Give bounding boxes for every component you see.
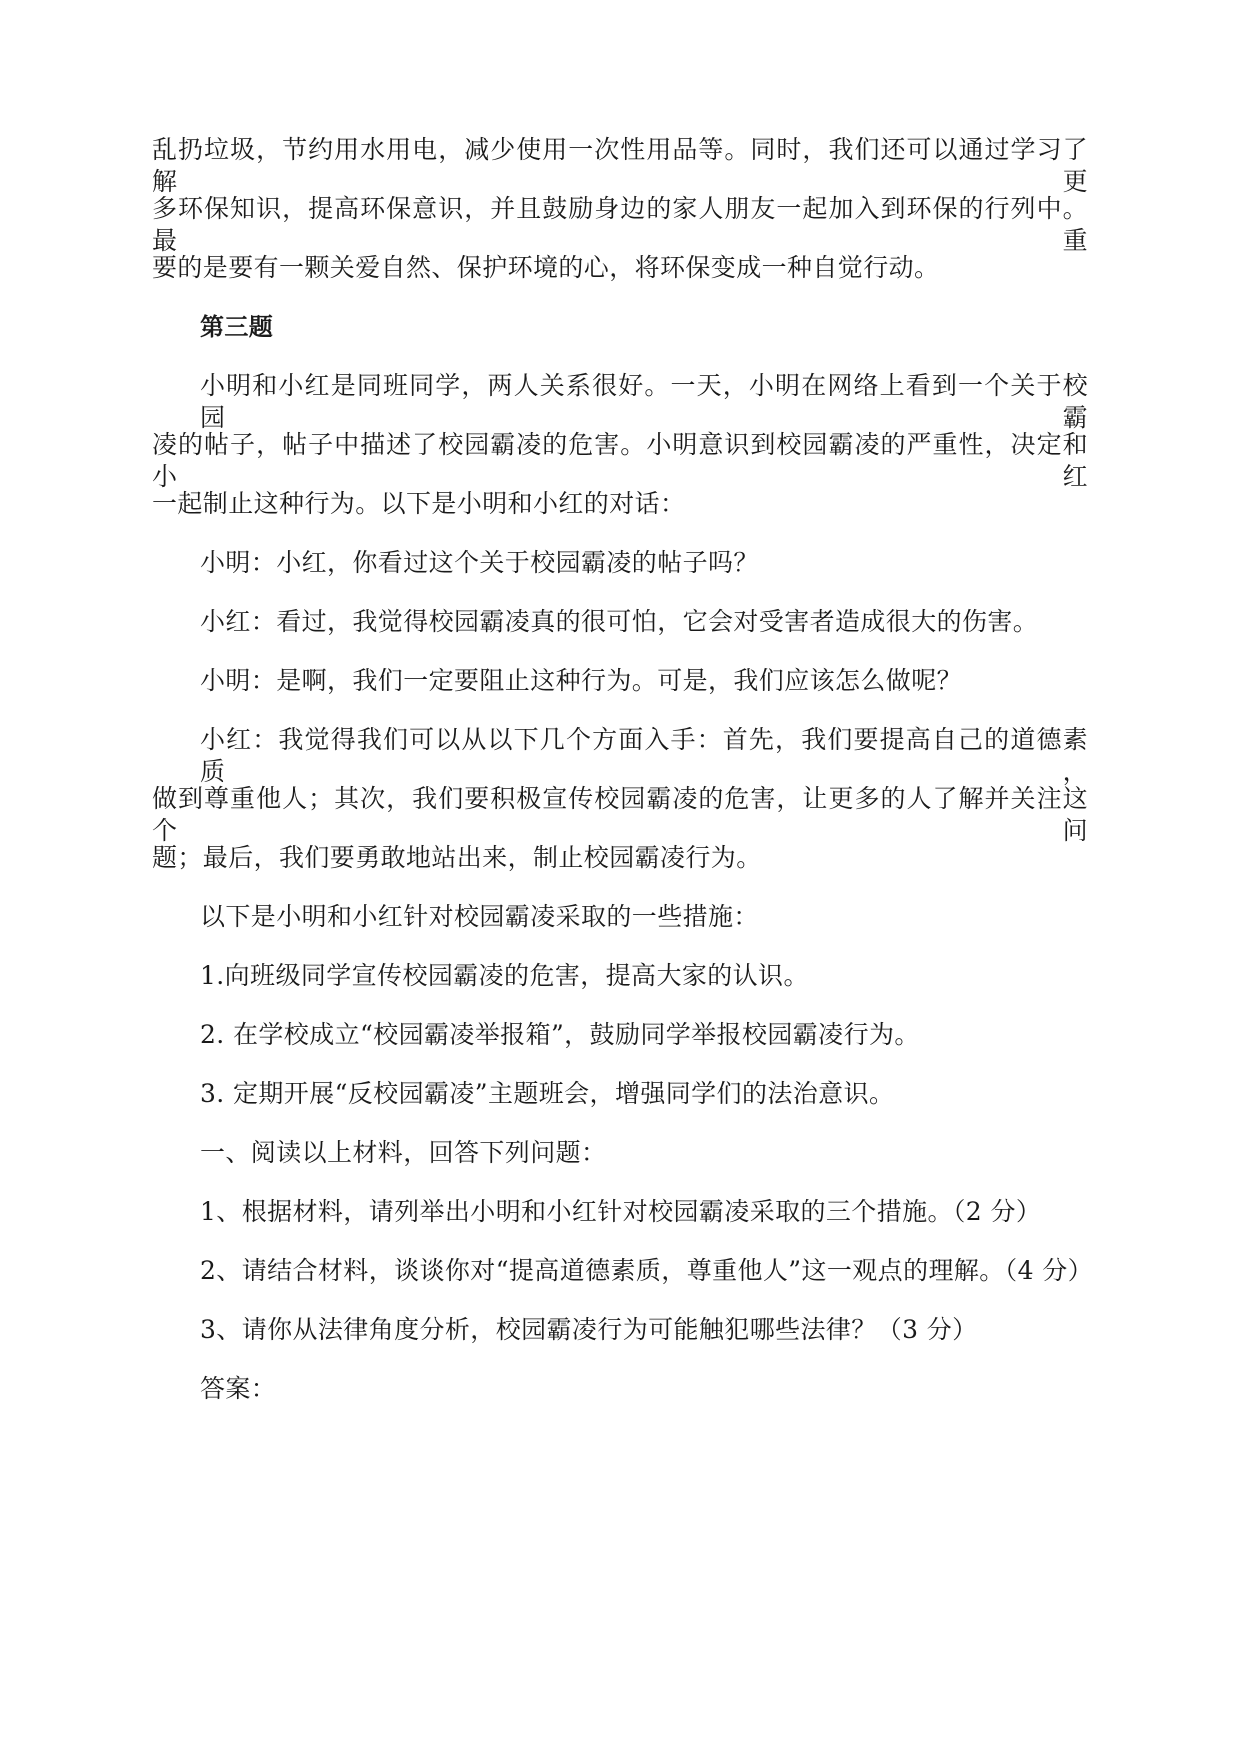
reply-line-1: 小红：我觉得我们可以从以下几个方面入手：首先，我们要提高自己的道德素质， xyxy=(200,725,1088,786)
section-heading: 第三题 xyxy=(200,313,274,341)
measure-item: 3. 定期开展“反校园霸凌”主题班会，增强同学们的法治意识。 xyxy=(200,1079,895,1108)
story-line-1: 小明和小红是同班同学，两人关系很好。一天，小明在网络上看到一个关于校园霸 xyxy=(200,371,1088,432)
story-line-3: 一起制止这种行为。以下是小明和小红的对话： xyxy=(152,489,686,518)
answer-label: 答案： xyxy=(200,1374,277,1403)
dialogue-line: 小明：小红，你看过这个关于校园霸凌的帖子吗？ xyxy=(200,548,759,577)
intro-line-3: 要的是要有一颗关爱自然、保护环境的心，将环保变成一种自觉行动。 xyxy=(152,253,940,282)
question-item: 2、请结合材料，谈谈你对“提高道德素质，尊重他人”这一观点的理解。（4 分） xyxy=(200,1256,1094,1285)
question-item: 3、请你从法律角度分析，校园霸凌行为可能触犯哪些法律？（3 分） xyxy=(200,1315,978,1344)
story-line-2: 凌的帖子，帖子中描述了校园霸凌的危害。小明意识到校园霸凌的严重性，决定和小红 xyxy=(152,430,1088,491)
reply-line-3: 题；最后，我们要勇敢地站出来，制止校园霸凌行为。 xyxy=(152,843,762,872)
dialogue-line: 小红：看过，我觉得校园霸凌真的很可怕，它会对受害者造成很大的伤害。 xyxy=(200,607,1039,636)
questions-intro: 一、阅读以上材料，回答下列问题： xyxy=(200,1138,607,1167)
measure-item: 1.向班级同学宣传校园霸凌的危害，提高大家的认识。 xyxy=(200,961,809,990)
measures-intro: 以下是小明和小红针对校园霸凌采取的一些措施： xyxy=(200,902,759,931)
intro-line-1: 乱扔垃圾，节约用水用电，减少使用一次性用品等。同时，我们还可以通过学习了解更 xyxy=(152,135,1088,196)
intro-line-2: 多环保知识，提高环保意识，并且鼓励身边的家人朋友一起加入到环保的行列中。最重 xyxy=(152,194,1088,255)
reply-line-2: 做到尊重他人；其次，我们要积极宣传校园霸凌的危害，让更多的人了解并关注这个问 xyxy=(152,784,1088,845)
measure-item: 2. 在学校成立“校园霸凌举报箱”，鼓励同学举报校园霸凌行为。 xyxy=(200,1020,920,1049)
dialogue-line: 小明：是啊，我们一定要阻止这种行为。可是，我们应该怎么做呢？ xyxy=(200,666,963,695)
question-item: 1、根据材料，请列举出小明和小红针对校园霸凌采取的三个措施。（2 分） xyxy=(200,1197,1042,1226)
